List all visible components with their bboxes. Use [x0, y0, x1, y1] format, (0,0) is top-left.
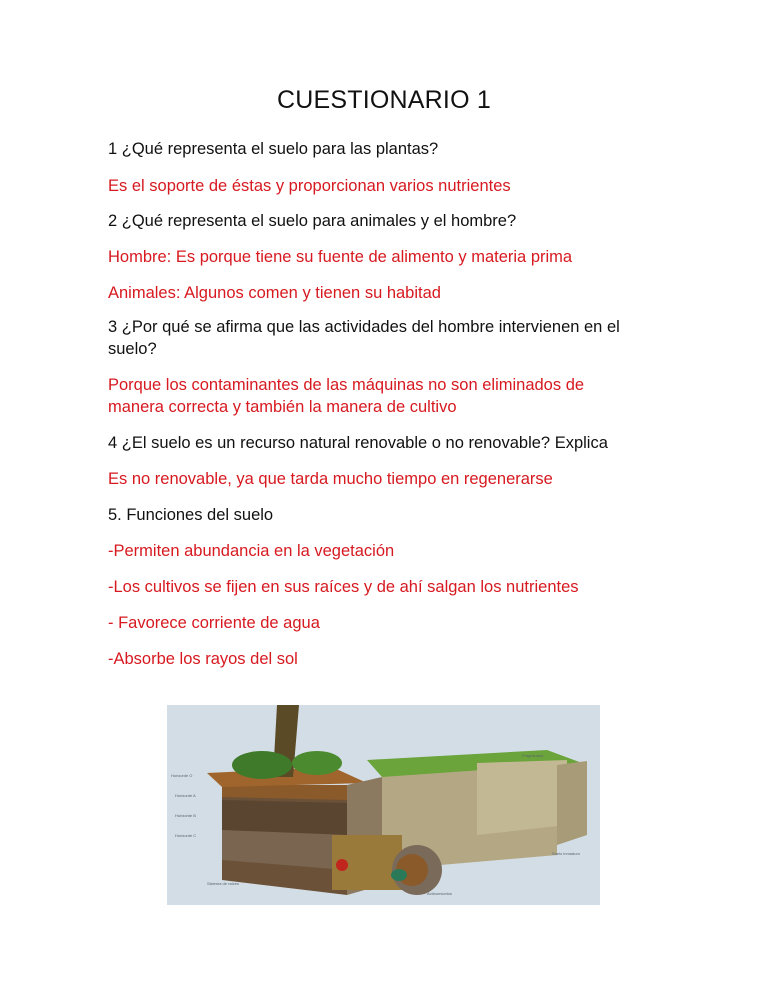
question-2: 2 ¿Qué representa el suelo para animales y el hombre?: [108, 212, 517, 230]
answer-2-hombre: Hombre: Es porque tiene su fuente de alimento y materia prima: [108, 248, 573, 266]
svg-text:Horizonte C: Horizonte C: [175, 833, 197, 838]
answer-5-item-4: -Absorbe los rayos del sol: [108, 650, 298, 668]
question-3-line-1: 3 ¿Por qué se afirma que las actividades del hombre intervienen en el: [108, 318, 620, 336]
answer-3-line-2: manera correcta y también la manera de cultivo: [108, 398, 457, 416]
svg-text:Fragmentos: Fragmentos: [522, 753, 544, 758]
soil-horizons-figure: [167, 705, 600, 905]
page-title: CUESTIONARIO 1: [277, 86, 491, 114]
answer-5-item-2: -Los cultivos se fijen en sus raíces y de ahí salgan los nutrientes: [108, 578, 579, 596]
soil-illustration-icon: [167, 705, 600, 905]
answer-3-line-1: Porque los contaminantes de las máquinas no son eliminados de: [108, 376, 585, 394]
svg-text:Sistema de raíces: Sistema de raíces: [207, 881, 240, 886]
answer-1: Es el soporte de éstas y proporcionan varios nutrientes: [108, 177, 511, 195]
svg-text:Horizonte B: Horizonte B: [175, 813, 196, 818]
question-5: 5. Funciones del suelo: [108, 506, 274, 524]
answer-4: Es no renovable, ya que tarda mucho tiempo en regenerarse: [108, 470, 553, 488]
question-3-line-2: suelo?: [108, 340, 157, 358]
svg-text:Suelo inmaduro: Suelo inmaduro: [552, 851, 581, 856]
answer-5-item-3: - Favorece corriente de agua: [108, 614, 320, 632]
answer-5-item-1: -Permiten abundancia en la vegetación: [108, 542, 395, 560]
answer-2-animales: Animales: Algunos comen y tienen su habitad: [108, 284, 441, 302]
svg-text:Horizonte O: Horizonte O: [171, 773, 193, 778]
svg-text:Actinomicetos: Actinomicetos: [427, 891, 452, 896]
question-4: 4 ¿El suelo es un recurso natural renovable o no renovable? Explica: [108, 434, 608, 452]
svg-text:Horizonte A: Horizonte A: [175, 793, 196, 798]
question-1: 1 ¿Qué representa el suelo para las plantas?: [108, 140, 439, 158]
